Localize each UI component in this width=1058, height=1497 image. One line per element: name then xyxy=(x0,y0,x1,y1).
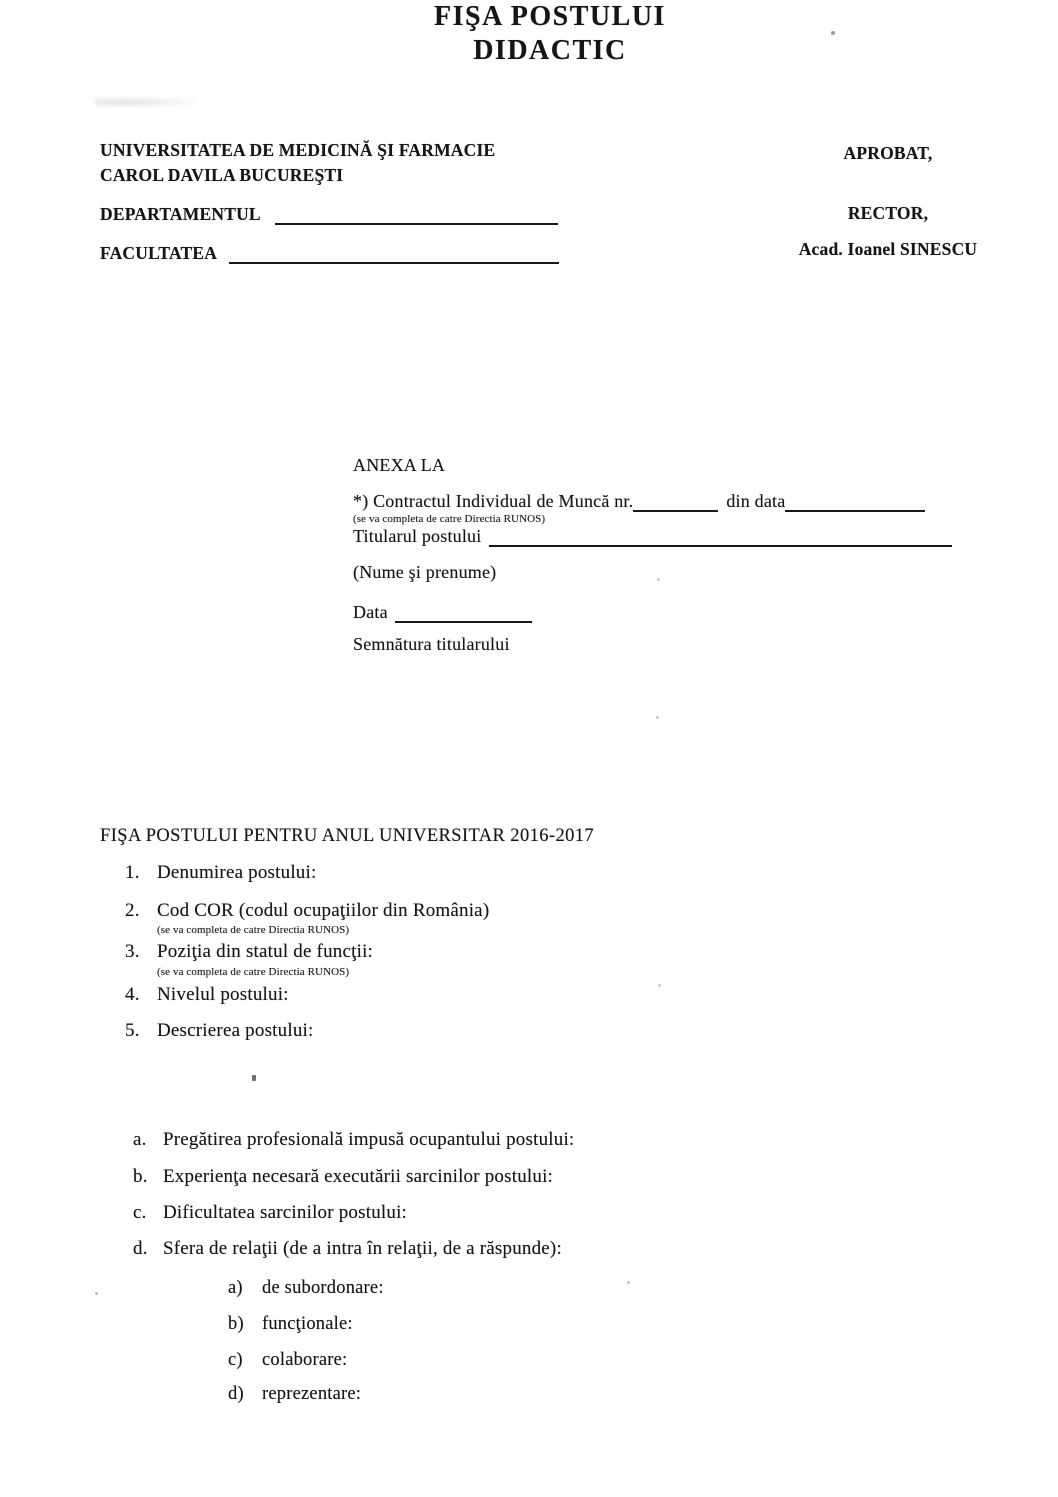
date-row xyxy=(353,602,1003,623)
relation-item-a-text: de subordonare: xyxy=(262,1278,384,1298)
lettered-item-d-marker: d. xyxy=(133,1238,148,1259)
date-blank-line xyxy=(395,604,532,623)
lettered-item-a-text: Pregătirea profesională impusă ocupantului postului: xyxy=(163,1129,575,1150)
relation-item-b-text: funcţionale: xyxy=(262,1314,353,1334)
holder-row xyxy=(353,526,1003,547)
job-sheet-heading: FIŞA POSTULUI PENTRU ANUL UNIVERSITAR 2016-2017 xyxy=(100,826,595,846)
relation-item-d-text: reprezentare: xyxy=(262,1384,362,1404)
list-item-2-text: Cod COR (codul ocupaţiilor din România) xyxy=(157,900,490,921)
list-item-1-number: 1. xyxy=(125,862,140,883)
list-item-4-number: 4. xyxy=(125,984,140,1005)
faculty-label: FACULTATEA xyxy=(100,243,218,263)
list-item-4 xyxy=(125,984,289,1006)
list-item-4-text: Nivelul postului: xyxy=(157,984,289,1005)
relation-item-d xyxy=(228,1384,361,1405)
lettered-item-b-marker: b. xyxy=(133,1166,148,1187)
lettered-item-a-marker: a. xyxy=(133,1129,147,1150)
list-item-3-number: 3. xyxy=(125,941,140,962)
date-label: Data xyxy=(353,602,388,622)
scan-artifact xyxy=(252,1075,256,1081)
lettered-item-c xyxy=(133,1202,407,1224)
list-item-5-text: Descrierea postului: xyxy=(157,1020,314,1041)
relation-item-c-text: colaborare: xyxy=(262,1350,348,1370)
relation-item-b-marker: b) xyxy=(228,1314,244,1334)
header-right-column xyxy=(768,143,1008,260)
relation-item-a-marker: a) xyxy=(228,1278,243,1298)
holder-label: Titularul postului xyxy=(353,526,482,546)
document-title-line2: DIDACTIC xyxy=(473,35,627,66)
document-title-line1: FIŞA POSTULUI xyxy=(434,1,666,32)
scan-artifact xyxy=(656,716,659,719)
lettered-item-d xyxy=(133,1238,562,1260)
contract-row xyxy=(353,491,1003,512)
annex-section xyxy=(353,455,1003,655)
list-item-3 xyxy=(125,941,373,963)
annex-heading: ANEXA LA xyxy=(353,455,446,475)
lettered-item-b xyxy=(133,1166,553,1188)
header-left-column xyxy=(100,138,660,264)
list-item-1-text: Denumirea postului: xyxy=(157,862,317,883)
document-title xyxy=(0,0,1058,68)
lettered-item-d-text: Sfera de relaţii (de a intra în relaţii, de a răspunde): xyxy=(163,1238,562,1259)
relation-item-d-marker: d) xyxy=(228,1384,244,1404)
department-blank-line xyxy=(275,207,558,225)
lettered-item-c-marker: c. xyxy=(133,1202,147,1223)
list-item-3-text: Poziţia din statul de funcţii: xyxy=(157,941,374,962)
list-item-2 xyxy=(125,900,489,922)
approved-label: APROBAT, xyxy=(843,143,933,163)
list-item-3-note: (se va completa de catre Directia RUNOS) xyxy=(157,966,350,978)
contract-label: *) Contractul Individual de Muncă nr. xyxy=(353,491,634,511)
relation-item-c xyxy=(228,1350,347,1371)
signature-label: Semnătura titularului xyxy=(353,634,510,654)
lettered-item-a xyxy=(133,1129,574,1151)
contract-date-label: din data xyxy=(726,491,786,511)
faculty-row xyxy=(100,243,660,264)
list-item-5-number: 5. xyxy=(125,1020,140,1041)
relation-item-b xyxy=(228,1314,353,1335)
lettered-item-b-text: Experienţa necesară executării sarcinilor postului: xyxy=(163,1166,554,1187)
faculty-blank-line xyxy=(229,246,559,264)
university-name-line2: CAROL DAVILA BUCUREŞTI xyxy=(100,165,344,185)
name-hint: (Nume şi prenume) xyxy=(353,562,497,582)
runos-note: (se va completa de catre Directia RUNOS) xyxy=(353,513,546,525)
scan-artifact xyxy=(95,97,195,107)
holder-blank-line xyxy=(489,528,952,547)
department-row xyxy=(100,204,660,225)
department-label: DEPARTAMENTUL xyxy=(100,204,261,224)
contract-number-blank-line xyxy=(633,493,718,512)
relation-item-a xyxy=(228,1278,384,1299)
list-item-2-number: 2. xyxy=(125,900,140,921)
list-item-2-note: (se va completa de catre Directia RUNOS) xyxy=(157,924,350,936)
lettered-item-c-text: Dificultatea sarcinilor postului: xyxy=(163,1202,408,1223)
scan-artifact xyxy=(627,1281,630,1284)
rector-name: Acad. Ioanel SINESCU xyxy=(798,239,978,259)
list-item-5 xyxy=(125,1020,313,1042)
scan-artifact xyxy=(95,1292,98,1295)
rector-label: RECTOR, xyxy=(847,203,929,223)
scan-artifact xyxy=(658,984,661,987)
contract-date-blank-line xyxy=(785,493,925,512)
university-name-line1: UNIVERSITATEA DE MEDICINĂ ŞI FARMACIE xyxy=(100,140,496,160)
relation-item-c-marker: c) xyxy=(228,1350,243,1370)
list-item-1 xyxy=(125,862,316,884)
